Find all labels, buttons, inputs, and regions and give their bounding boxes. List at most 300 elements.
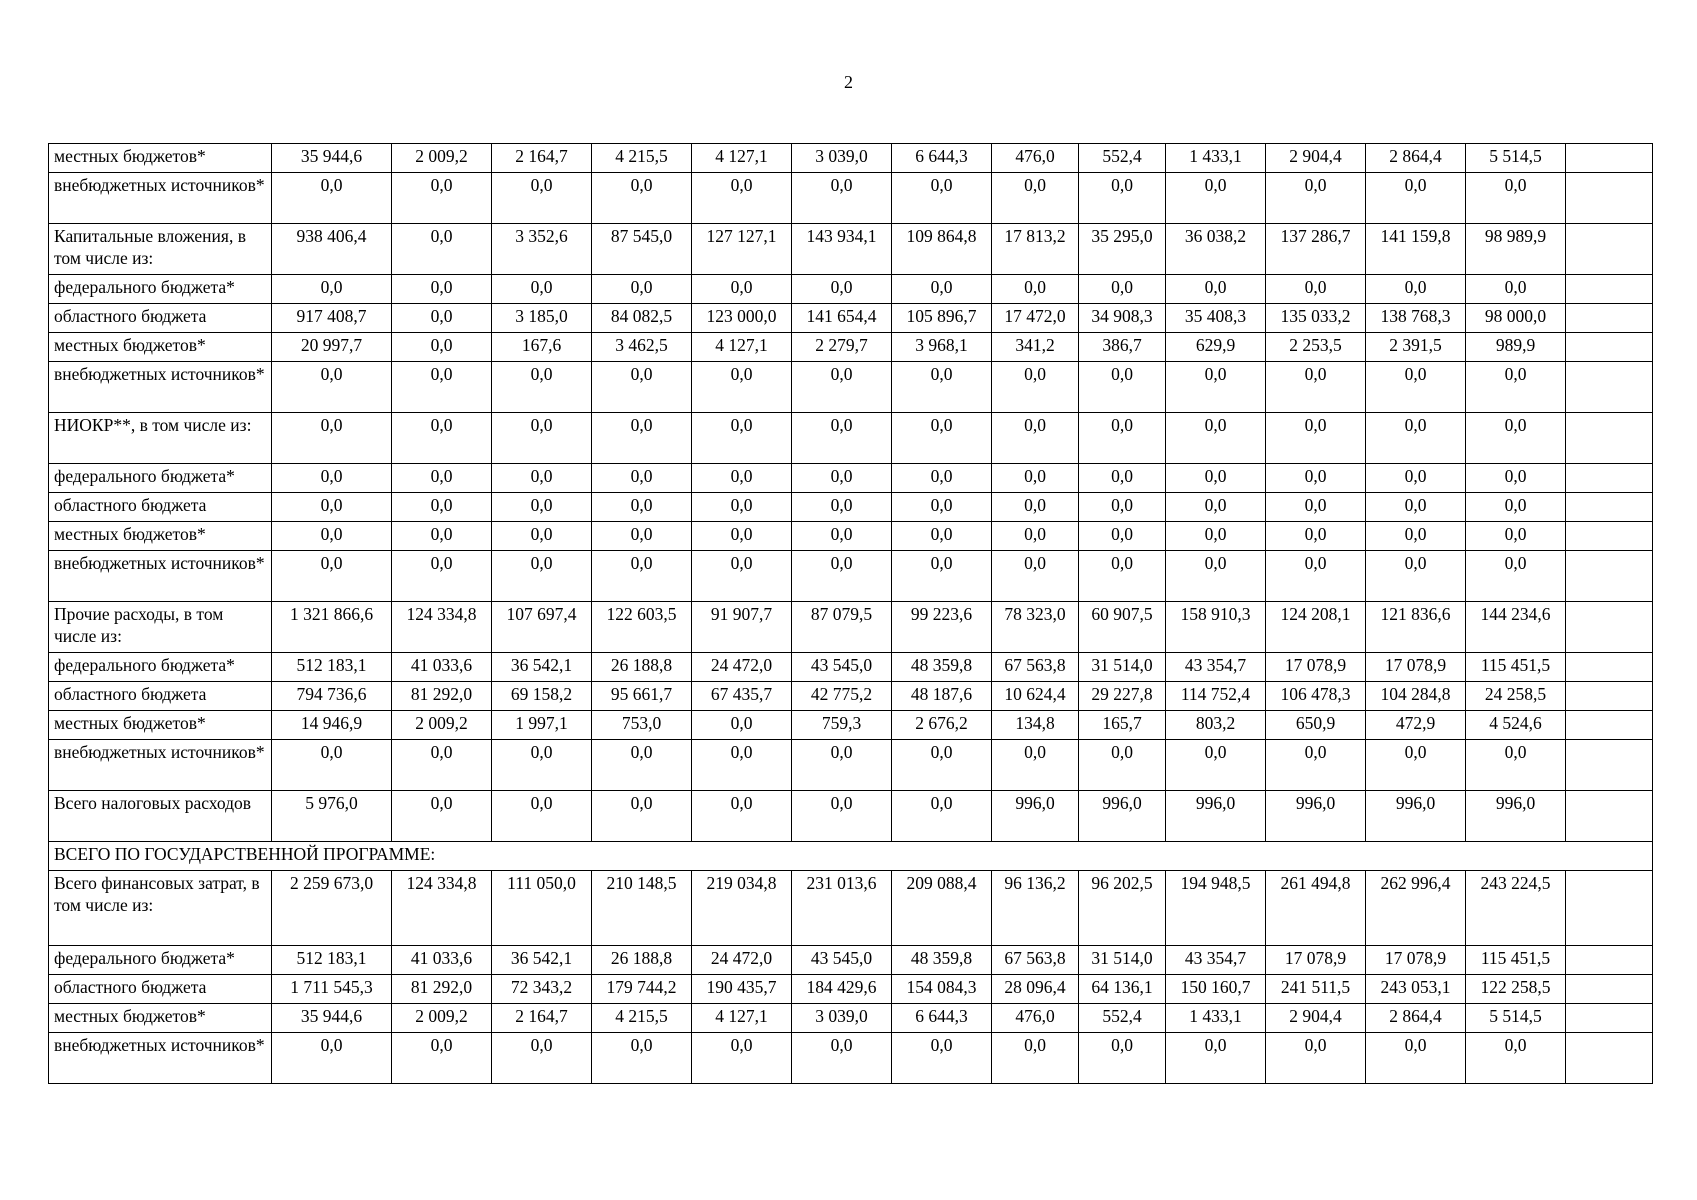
value-cell: 650,9	[1266, 711, 1366, 740]
value-cell: 26 188,8	[592, 653, 692, 682]
value-cell: 0,0	[792, 1033, 892, 1084]
empty-cell	[1566, 975, 1653, 1004]
value-cell: 0,0	[392, 275, 492, 304]
empty-cell	[1566, 224, 1653, 275]
value-cell: 472,9	[1366, 711, 1466, 740]
value-cell: 0,0	[1166, 173, 1266, 224]
empty-cell	[1566, 413, 1653, 464]
value-cell: 107 697,4	[492, 602, 592, 653]
value-cell: 0,0	[892, 522, 992, 551]
value-cell: 0,0	[1166, 413, 1266, 464]
value-cell: 262 996,4	[1366, 871, 1466, 946]
value-cell: 759,3	[792, 711, 892, 740]
value-cell: 67 563,8	[992, 653, 1079, 682]
value-cell: 99 223,6	[892, 602, 992, 653]
table-row	[49, 791, 1653, 842]
value-cell: 0,0	[992, 413, 1079, 464]
value-cell: 0,0	[1366, 493, 1466, 522]
value-cell: 143 934,1	[792, 224, 892, 275]
value-cell: 17 078,9	[1366, 653, 1466, 682]
value-cell: 3 968,1	[892, 333, 992, 362]
value-cell: 2 164,7	[492, 1004, 592, 1033]
value-cell: 0,0	[592, 275, 692, 304]
value-cell: 2 009,2	[392, 144, 492, 173]
value-cell: 241 511,5	[1266, 975, 1366, 1004]
value-cell: 87 079,5	[792, 602, 892, 653]
value-cell: 115 451,5	[1466, 653, 1566, 682]
table-row	[49, 1004, 1653, 1033]
value-cell: 0,0	[892, 1033, 992, 1084]
empty-cell	[1566, 144, 1653, 173]
budget-table	[48, 143, 1653, 1084]
value-cell: 35 944,6	[272, 144, 392, 173]
value-cell: 31 514,0	[1079, 653, 1166, 682]
value-cell: 123 000,0	[692, 304, 792, 333]
table-row	[49, 946, 1653, 975]
value-cell: 2 009,2	[392, 711, 492, 740]
empty-cell	[1566, 522, 1653, 551]
value-cell: 996,0	[1466, 791, 1566, 842]
value-cell: 512 183,1	[272, 946, 392, 975]
value-cell: 0,0	[1266, 551, 1366, 602]
row-label: федерального бюджета*	[49, 653, 272, 682]
value-cell: 243 224,5	[1466, 871, 1566, 946]
empty-cell	[1566, 602, 1653, 653]
row-label: Всего налоговых расходов	[49, 791, 272, 842]
value-cell: 0,0	[792, 740, 892, 791]
value-cell: 122 258,5	[1466, 975, 1566, 1004]
value-cell: 29 227,8	[1079, 682, 1166, 711]
empty-cell	[1566, 653, 1653, 682]
value-cell: 42 775,2	[792, 682, 892, 711]
value-cell: 0,0	[692, 1033, 792, 1084]
value-cell: 0,0	[692, 173, 792, 224]
value-cell: 60 907,5	[1079, 602, 1166, 653]
value-cell: 0,0	[1079, 493, 1166, 522]
value-cell: 2 904,4	[1266, 144, 1366, 173]
value-cell: 0,0	[1166, 362, 1266, 413]
value-cell: 3 039,0	[792, 144, 892, 173]
value-cell: 0,0	[492, 173, 592, 224]
empty-cell	[1566, 304, 1653, 333]
value-cell: 35 295,0	[1079, 224, 1166, 275]
value-cell: 0,0	[492, 791, 592, 842]
empty-cell	[1566, 551, 1653, 602]
value-cell: 0,0	[792, 275, 892, 304]
table-row	[49, 173, 1653, 224]
row-label: областного бюджета	[49, 493, 272, 522]
value-cell: 0,0	[592, 493, 692, 522]
value-cell: 0,0	[1079, 551, 1166, 602]
value-cell: 0,0	[792, 362, 892, 413]
value-cell: 1 321 866,6	[272, 602, 392, 653]
value-cell: 0,0	[692, 464, 792, 493]
value-cell: 0,0	[492, 1033, 592, 1084]
table-row	[49, 653, 1653, 682]
value-cell: 4 127,1	[692, 1004, 792, 1033]
value-cell: 17 078,9	[1266, 653, 1366, 682]
empty-cell	[1566, 682, 1653, 711]
value-cell: 0,0	[1079, 1033, 1166, 1084]
empty-cell	[1566, 1004, 1653, 1033]
empty-cell	[1566, 1033, 1653, 1084]
value-cell: 43 354,7	[1166, 653, 1266, 682]
value-cell: 0,0	[492, 551, 592, 602]
value-cell: 0,0	[992, 173, 1079, 224]
row-label: областного бюджета	[49, 682, 272, 711]
value-cell: 0,0	[992, 1033, 1079, 1084]
value-cell: 135 033,2	[1266, 304, 1366, 333]
value-cell: 20 997,7	[272, 333, 392, 362]
empty-cell	[1566, 333, 1653, 362]
value-cell: 36 542,1	[492, 653, 592, 682]
value-cell: 2 279,7	[792, 333, 892, 362]
section-title: ВСЕГО ПО ГОСУДАРСТВЕННОЙ ПРОГРАММЕ:	[49, 842, 1653, 871]
value-cell: 43 354,7	[1166, 946, 1266, 975]
value-cell: 190 435,7	[692, 975, 792, 1004]
value-cell: 629,9	[1166, 333, 1266, 362]
row-label: областного бюджета	[49, 975, 272, 1004]
value-cell: 0,0	[1079, 275, 1166, 304]
value-cell: 41 033,6	[392, 653, 492, 682]
value-cell: 0,0	[1466, 493, 1566, 522]
row-label: федерального бюджета*	[49, 275, 272, 304]
value-cell: 0,0	[1366, 1033, 1466, 1084]
value-cell: 137 286,7	[1266, 224, 1366, 275]
value-cell: 0,0	[1266, 362, 1366, 413]
value-cell: 17 472,0	[992, 304, 1079, 333]
value-cell: 115 451,5	[1466, 946, 1566, 975]
value-cell: 0,0	[892, 275, 992, 304]
value-cell: 0,0	[272, 493, 392, 522]
value-cell: 0,0	[1466, 1033, 1566, 1084]
value-cell: 0,0	[892, 740, 992, 791]
value-cell: 0,0	[1466, 362, 1566, 413]
empty-cell	[1566, 871, 1653, 946]
value-cell: 114 752,4	[1166, 682, 1266, 711]
value-cell: 0,0	[492, 413, 592, 464]
value-cell: 109 864,8	[892, 224, 992, 275]
value-cell: 4 524,6	[1466, 711, 1566, 740]
value-cell: 41 033,6	[392, 946, 492, 975]
value-cell: 0,0	[1366, 362, 1466, 413]
value-cell: 150 160,7	[1166, 975, 1266, 1004]
value-cell: 2 009,2	[392, 1004, 492, 1033]
empty-cell	[1566, 740, 1653, 791]
value-cell: 141 159,8	[1366, 224, 1466, 275]
value-cell: 84 082,5	[592, 304, 692, 333]
value-cell: 2 164,7	[492, 144, 592, 173]
value-cell: 0,0	[692, 711, 792, 740]
value-cell: 0,0	[792, 551, 892, 602]
row-label: местных бюджетов*	[49, 1004, 272, 1033]
value-cell: 0,0	[1466, 173, 1566, 224]
value-cell: 0,0	[492, 740, 592, 791]
row-label: федерального бюджета*	[49, 464, 272, 493]
value-cell: 0,0	[792, 413, 892, 464]
value-cell: 0,0	[1266, 1033, 1366, 1084]
value-cell: 0,0	[1079, 522, 1166, 551]
row-label: Прочие расходы, в том числе из:	[49, 602, 272, 653]
value-cell: 917 408,7	[272, 304, 392, 333]
table-body	[49, 144, 1653, 1084]
value-cell: 2 253,5	[1266, 333, 1366, 362]
table-row	[49, 224, 1653, 275]
row-label: местных бюджетов*	[49, 333, 272, 362]
value-cell: 5 514,5	[1466, 144, 1566, 173]
value-cell: 124 208,1	[1266, 602, 1366, 653]
value-cell: 81 292,0	[392, 682, 492, 711]
value-cell: 0,0	[1466, 275, 1566, 304]
value-cell: 0,0	[392, 493, 492, 522]
value-cell: 0,0	[992, 464, 1079, 493]
value-cell: 0,0	[892, 464, 992, 493]
value-cell: 210 148,5	[592, 871, 692, 946]
value-cell: 0,0	[692, 551, 792, 602]
value-cell: 24 472,0	[692, 653, 792, 682]
value-cell: 0,0	[392, 522, 492, 551]
value-cell: 0,0	[392, 740, 492, 791]
value-cell: 231 013,6	[792, 871, 892, 946]
empty-cell	[1566, 711, 1653, 740]
value-cell: 35 944,6	[272, 1004, 392, 1033]
value-cell: 996,0	[1079, 791, 1166, 842]
table-row	[49, 1033, 1653, 1084]
value-cell: 0,0	[592, 522, 692, 551]
value-cell: 0,0	[1366, 173, 1466, 224]
table-row	[49, 333, 1653, 362]
value-cell: 98 000,0	[1466, 304, 1566, 333]
value-cell: 158 910,3	[1166, 602, 1266, 653]
row-label: федерального бюджета*	[49, 946, 272, 975]
table-row	[49, 871, 1653, 946]
value-cell: 0,0	[272, 413, 392, 464]
value-cell: 0,0	[592, 362, 692, 413]
value-cell: 141 654,4	[792, 304, 892, 333]
value-cell: 996,0	[1366, 791, 1466, 842]
value-cell: 0,0	[1466, 464, 1566, 493]
value-cell: 17 078,9	[1266, 946, 1366, 975]
value-cell: 0,0	[692, 522, 792, 551]
value-cell: 552,4	[1079, 1004, 1166, 1033]
value-cell: 476,0	[992, 144, 1079, 173]
value-cell: 243 053,1	[1366, 975, 1466, 1004]
value-cell: 0,0	[692, 493, 792, 522]
value-cell: 1 997,1	[492, 711, 592, 740]
value-cell: 48 187,6	[892, 682, 992, 711]
value-cell: 0,0	[792, 493, 892, 522]
value-cell: 0,0	[392, 304, 492, 333]
value-cell: 2 864,4	[1366, 1004, 1466, 1033]
value-cell: 0,0	[1166, 522, 1266, 551]
value-cell: 0,0	[892, 362, 992, 413]
value-cell: 0,0	[592, 413, 692, 464]
value-cell: 0,0	[1079, 740, 1166, 791]
value-cell: 219 034,8	[692, 871, 792, 946]
value-cell: 0,0	[392, 333, 492, 362]
value-cell: 3 462,5	[592, 333, 692, 362]
value-cell: 0,0	[1166, 551, 1266, 602]
section-row	[49, 842, 1653, 871]
value-cell: 512 183,1	[272, 653, 392, 682]
value-cell: 6 644,3	[892, 1004, 992, 1033]
value-cell: 0,0	[692, 275, 792, 304]
value-cell: 0,0	[1166, 464, 1266, 493]
page-number: 2	[844, 72, 853, 92]
empty-cell	[1566, 173, 1653, 224]
value-cell: 28 096,4	[992, 975, 1079, 1004]
value-cell: 0,0	[792, 522, 892, 551]
value-cell: 104 284,8	[1366, 682, 1466, 711]
empty-cell	[1566, 791, 1653, 842]
value-cell: 24 258,5	[1466, 682, 1566, 711]
value-cell: 98 989,9	[1466, 224, 1566, 275]
value-cell: 0,0	[892, 173, 992, 224]
value-cell: 938 406,4	[272, 224, 392, 275]
value-cell: 0,0	[1266, 493, 1366, 522]
value-cell: 67 435,7	[692, 682, 792, 711]
value-cell: 0,0	[592, 173, 692, 224]
row-label: внебюджетных источников*	[49, 362, 272, 413]
value-cell: 48 359,8	[892, 653, 992, 682]
value-cell: 0,0	[1166, 740, 1266, 791]
value-cell: 134,8	[992, 711, 1079, 740]
value-cell: 154 084,3	[892, 975, 992, 1004]
value-cell: 167,6	[492, 333, 592, 362]
value-cell: 0,0	[892, 551, 992, 602]
table-row	[49, 493, 1653, 522]
table-row	[49, 275, 1653, 304]
value-cell: 124 334,8	[392, 871, 492, 946]
value-cell: 91 907,7	[692, 602, 792, 653]
value-cell: 43 545,0	[792, 653, 892, 682]
value-cell: 0,0	[1466, 740, 1566, 791]
value-cell: 0,0	[1466, 551, 1566, 602]
empty-cell	[1566, 493, 1653, 522]
row-label: местных бюджетов*	[49, 711, 272, 740]
value-cell: 0,0	[272, 551, 392, 602]
value-cell: 0,0	[272, 740, 392, 791]
row-label: местных бюджетов*	[49, 522, 272, 551]
value-cell: 72 343,2	[492, 975, 592, 1004]
value-cell: 10 624,4	[992, 682, 1079, 711]
value-cell: 17 078,9	[1366, 946, 1466, 975]
value-cell: 0,0	[492, 464, 592, 493]
empty-cell	[1566, 946, 1653, 975]
value-cell: 96 136,2	[992, 871, 1079, 946]
value-cell: 0,0	[592, 1033, 692, 1084]
value-cell: 0,0	[1266, 275, 1366, 304]
value-cell: 0,0	[692, 413, 792, 464]
row-label: Всего финансовых затрат, в том числе из:	[49, 871, 272, 946]
table-row	[49, 711, 1653, 740]
value-cell: 1 711 545,3	[272, 975, 392, 1004]
value-cell: 26 188,8	[592, 946, 692, 975]
value-cell: 0,0	[272, 522, 392, 551]
row-label: внебюджетных источников*	[49, 740, 272, 791]
value-cell: 0,0	[892, 791, 992, 842]
table-row	[49, 740, 1653, 791]
value-cell: 0,0	[592, 551, 692, 602]
value-cell: 0,0	[792, 173, 892, 224]
value-cell: 996,0	[992, 791, 1079, 842]
table-row	[49, 975, 1653, 1004]
row-label: внебюджетных источников*	[49, 1033, 272, 1084]
value-cell: 0,0	[272, 464, 392, 493]
empty-cell	[1566, 275, 1653, 304]
value-cell: 0,0	[1466, 413, 1566, 464]
empty-cell	[1566, 362, 1653, 413]
value-cell: 0,0	[1266, 413, 1366, 464]
row-label: областного бюджета	[49, 304, 272, 333]
value-cell: 0,0	[1079, 173, 1166, 224]
value-cell: 6 644,3	[892, 144, 992, 173]
value-cell: 0,0	[492, 362, 592, 413]
value-cell: 4 215,5	[592, 144, 692, 173]
value-cell: 0,0	[592, 464, 692, 493]
value-cell: 0,0	[692, 362, 792, 413]
value-cell: 0,0	[892, 413, 992, 464]
value-cell: 138 768,3	[1366, 304, 1466, 333]
value-cell: 0,0	[1266, 740, 1366, 791]
table-row	[49, 413, 1653, 464]
value-cell: 209 088,4	[892, 871, 992, 946]
value-cell: 0,0	[992, 551, 1079, 602]
value-cell: 3 352,6	[492, 224, 592, 275]
value-cell: 96 202,5	[1079, 871, 1166, 946]
value-cell: 552,4	[1079, 144, 1166, 173]
value-cell: 0,0	[392, 1033, 492, 1084]
value-cell: 996,0	[1266, 791, 1366, 842]
value-cell: 184 429,6	[792, 975, 892, 1004]
value-cell: 989,9	[1466, 333, 1566, 362]
value-cell: 0,0	[992, 362, 1079, 413]
value-cell: 0,0	[492, 522, 592, 551]
value-cell: 0,0	[392, 224, 492, 275]
value-cell: 0,0	[272, 173, 392, 224]
value-cell: 0,0	[1266, 464, 1366, 493]
value-cell: 3 185,0	[492, 304, 592, 333]
value-cell: 3 039,0	[792, 1004, 892, 1033]
value-cell: 69 158,2	[492, 682, 592, 711]
value-cell: 43 545,0	[792, 946, 892, 975]
value-cell: 24 472,0	[692, 946, 792, 975]
value-cell: 5 976,0	[272, 791, 392, 842]
value-cell: 0,0	[1366, 275, 1466, 304]
value-cell: 179 744,2	[592, 975, 692, 1004]
value-cell: 0,0	[492, 493, 592, 522]
value-cell: 95 661,7	[592, 682, 692, 711]
value-cell: 14 946,9	[272, 711, 392, 740]
value-cell: 996,0	[1166, 791, 1266, 842]
table-row	[49, 144, 1653, 173]
value-cell: 0,0	[392, 464, 492, 493]
value-cell: 34 908,3	[1079, 304, 1166, 333]
table-row	[49, 304, 1653, 333]
value-cell: 0,0	[1366, 551, 1466, 602]
value-cell: 2 676,2	[892, 711, 992, 740]
row-label: местных бюджетов*	[49, 144, 272, 173]
value-cell: 122 603,5	[592, 602, 692, 653]
value-cell: 4 127,1	[692, 144, 792, 173]
value-cell: 0,0	[1079, 464, 1166, 493]
value-cell: 794 736,6	[272, 682, 392, 711]
value-cell: 0,0	[1266, 522, 1366, 551]
value-cell: 106 478,3	[1266, 682, 1366, 711]
value-cell: 341,2	[992, 333, 1079, 362]
value-cell: 0,0	[992, 740, 1079, 791]
value-cell: 5 514,5	[1466, 1004, 1566, 1033]
